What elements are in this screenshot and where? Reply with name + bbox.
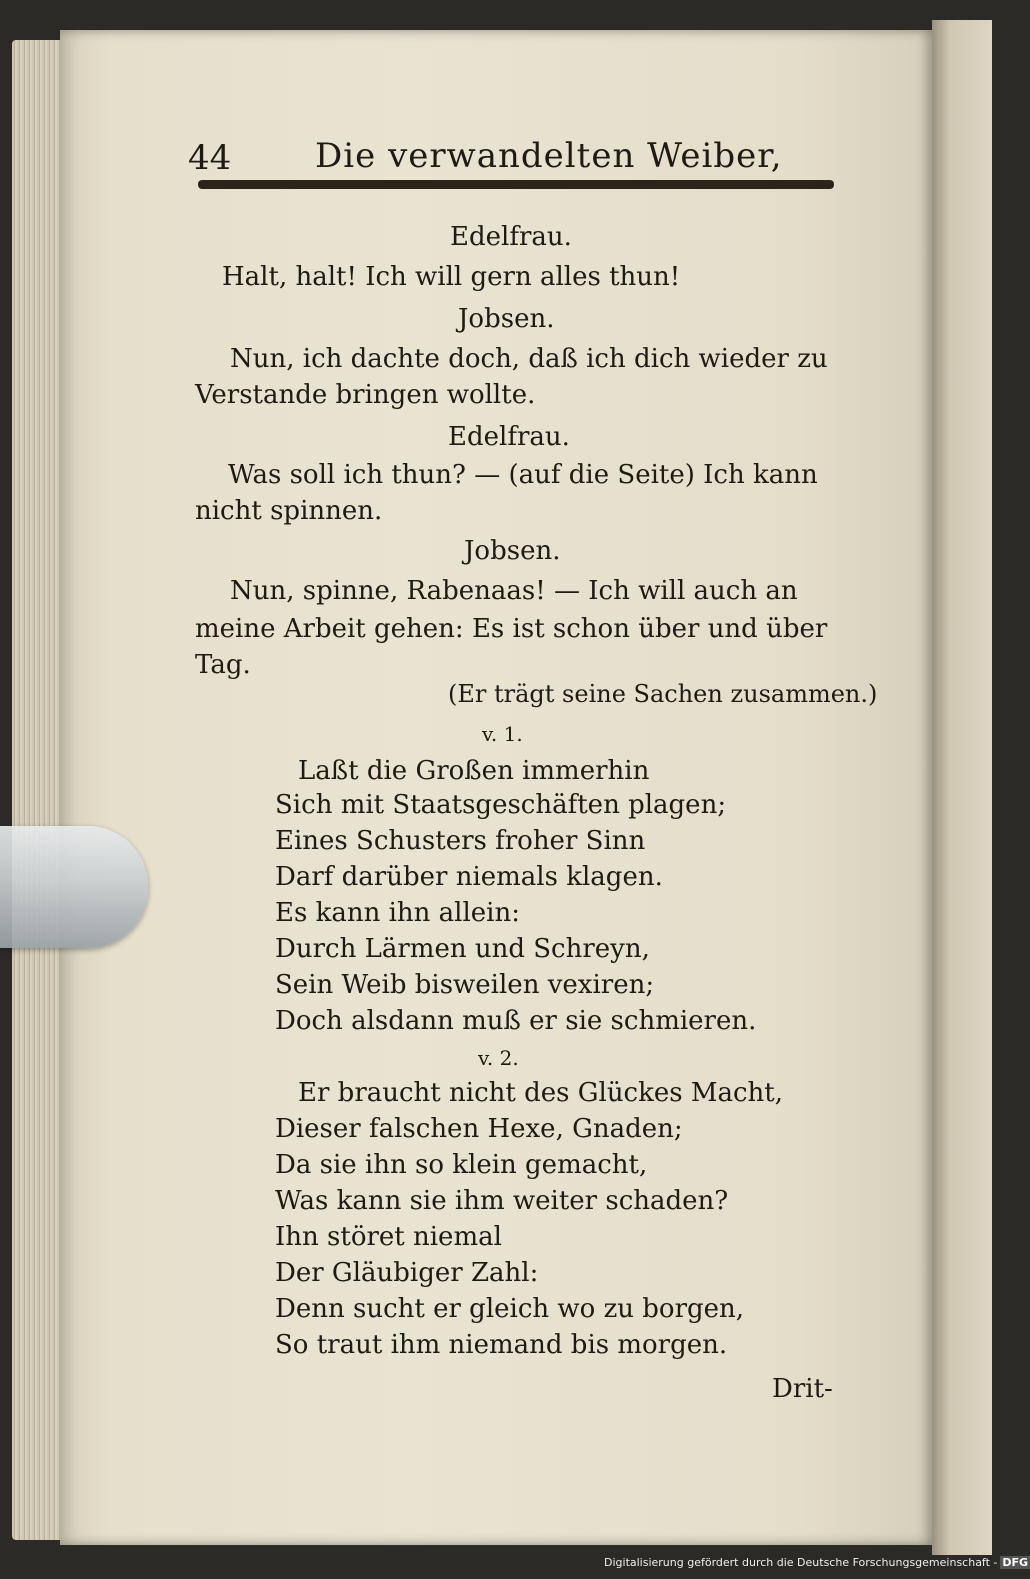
text-line: Was soll ich thun? — (auf die Seite) Ich kann	[228, 460, 818, 490]
verse-line: So traut ihm niemand bis morgen.	[275, 1330, 728, 1360]
verse-line: Was kann sie ihm weiter schaden?	[275, 1186, 729, 1216]
text-line: Nun, spinne, Rabenaas! — Ich will auch an	[230, 576, 798, 606]
text-line: Tag.	[195, 650, 251, 680]
running-title: Die verwandelten Weiber,	[315, 136, 783, 176]
verse-line: Es kann ihn allein:	[275, 898, 521, 928]
verse-line: Dieser falschen Hexe, Gnaden;	[275, 1114, 683, 1144]
digitization-credit	[604, 1556, 1030, 1569]
speaker-label: Jobsen.	[458, 304, 555, 334]
verse-line: Eines Schusters froher Sinn	[275, 826, 646, 856]
page-clip	[0, 826, 148, 948]
credit-text: Digitalisierung gefördert durch die Deutsche Forschungsgemeinschaft -	[604, 1556, 998, 1569]
verse-line: Denn sucht er gleich wo zu borgen,	[275, 1294, 745, 1324]
verse-line: Ihn störet niemal	[275, 1222, 502, 1252]
text-line: Verstande bringen wollte.	[195, 380, 536, 410]
verse-number: v. 1.	[482, 722, 523, 746]
catchword: Drit-	[772, 1374, 833, 1404]
text-line: Halt, halt! Ich will gern alles thun!	[222, 262, 681, 292]
speaker-label: Edelfrau.	[448, 422, 570, 452]
stage-direction: (Er trägt seine Sachen zusammen.)	[448, 680, 878, 708]
verse-line: Durch Lärmen und Schreyn,	[275, 934, 650, 964]
header-rule	[198, 180, 834, 189]
verse-number: v. 2.	[478, 1046, 519, 1070]
text-line: meine Arbeit gehen: Es ist schon über und über	[195, 614, 828, 644]
verse-line: Der Gläubiger Zahl:	[275, 1258, 539, 1288]
verse-line: Er braucht nicht des Glückes Macht,	[298, 1078, 784, 1108]
verse-line: Sich mit Staatsgeschäften plagen;	[275, 790, 727, 820]
page-number: 44	[188, 138, 232, 178]
verse-line: Da sie ihn so klein gemacht,	[275, 1150, 648, 1180]
speaker-label: Jobsen.	[464, 536, 561, 566]
facing-page-edge	[932, 20, 992, 1555]
speaker-label: Edelfrau.	[450, 222, 572, 252]
dfg-logo: DFG	[1002, 1556, 1029, 1569]
text-line: Nun, ich dachte doch, daß ich dich wieder zu	[230, 344, 828, 374]
text-line: nicht spinnen.	[195, 496, 383, 526]
verse-line: Laßt die Großen immerhin	[298, 756, 650, 786]
verse-line: Doch alsdann muß er sie schmieren.	[275, 1006, 757, 1036]
verse-line: Sein Weib bisweilen vexiren;	[275, 970, 655, 1000]
verse-line: Darf darüber niemals klagen.	[275, 862, 663, 892]
